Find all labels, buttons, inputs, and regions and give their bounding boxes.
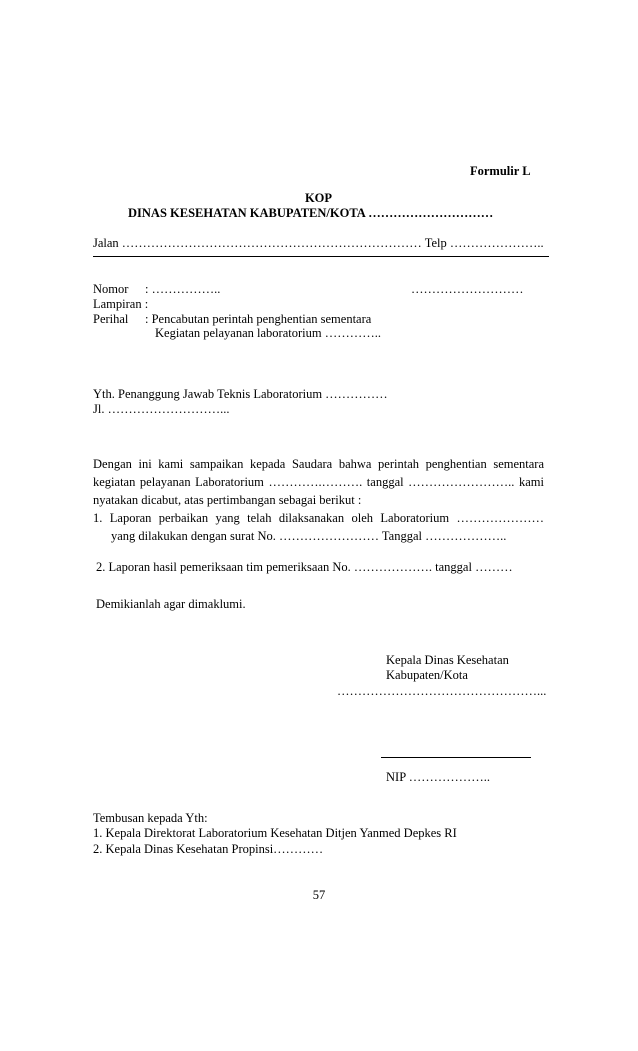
- nip-field: NIP ………………..: [386, 770, 491, 784]
- signatory-name-placeholder: …………………………………………...: [337, 684, 547, 698]
- lampiran-label: Lampiran :: [93, 297, 149, 311]
- signature-line: [381, 757, 531, 758]
- page-number: 57: [312, 888, 326, 902]
- kop-title: KOP: [304, 191, 333, 205]
- closing-sentence: Demikianlah agar dimaklumi.: [96, 597, 246, 611]
- perihal-line-1: : Pencabutan perintah penghentian sementara: [145, 312, 372, 326]
- form-label: Formulir L: [470, 164, 531, 178]
- recipient-line-2: Jl. ………………………...: [93, 402, 230, 416]
- date-placeholder: ………………………: [411, 282, 524, 296]
- address-line: Jalan ……………………………………………………………… Telp …………………..: [93, 236, 544, 250]
- body-paragraph-line-2: kegiatan pelayanan Laboratorium ………….………. tanggal …………………….. kami: [93, 475, 544, 489]
- perihal-line-2: Kegiatan pelayanan laboratorium …………..: [155, 326, 381, 340]
- nomor-label: Nomor: [93, 282, 129, 296]
- perihal-label: Perihal: [93, 312, 129, 326]
- header-divider: [93, 256, 549, 257]
- cc-item-2: 2. Kepala Dinas Kesehatan Propinsi…………: [93, 842, 324, 856]
- cc-heading: Tembusan kepada Yth:: [93, 811, 208, 825]
- reason-item-1-line-2: yang dilakukan dengan surat No. …………………… Tanggal ………………..: [111, 529, 507, 543]
- cc-item-1: 1. Kepala Direktorat Laboratorium Kesehatan Ditjen Yanmed Depkes RI: [93, 826, 457, 840]
- body-paragraph-line-3: nyatakan dicabut, atas pertimbangan sebagai berikut :: [93, 493, 362, 507]
- body-paragraph-line-1: Dengan ini kami sampaikan kepada Saudara bahwa perintah penghentian sementara: [93, 457, 544, 471]
- agency-name: DINAS KESEHATAN KABUPATEN/KOTA …………………………: [128, 206, 494, 220]
- signatory-title-1: Kepala Dinas Kesehatan: [386, 653, 509, 667]
- reason-item-2: 2. Laporan hasil pemeriksaan tim pemeriksaan No. ………………. tanggal ………: [96, 560, 513, 574]
- reason-item-1-line-1: 1. Laporan perbaikan yang telah dilaksanakan oleh Laboratorium …………………: [93, 511, 544, 525]
- nomor-value: : ……………..: [145, 282, 221, 296]
- recipient-line-1: Yth. Penanggung Jawab Teknis Laboratorium ……………: [93, 387, 388, 401]
- signatory-title-2: Kabupaten/Kota: [386, 668, 468, 682]
